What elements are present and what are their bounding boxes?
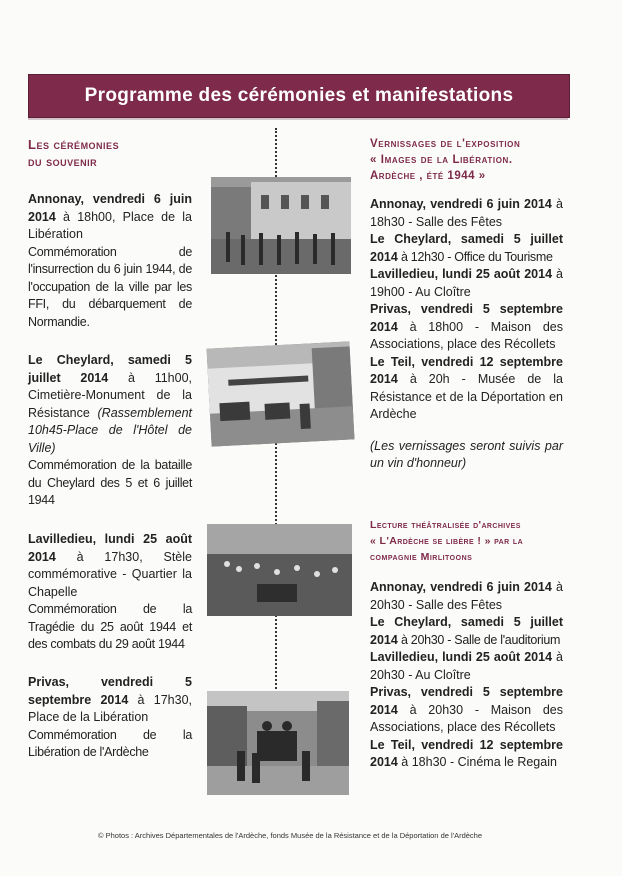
heading-line: « Images de la Libération. <box>370 154 513 166</box>
item-details: à 18h30 - Cinéma le Regain <box>397 755 557 769</box>
item-details: à 20h30 - Au Cloître <box>370 650 563 682</box>
ceremony-entry-lavilledieu <box>28 531 192 654</box>
ceremony-entry-annonay <box>28 191 192 331</box>
item-details: à 12h30 - Office du Tourisme <box>397 249 553 264</box>
lecture-item <box>370 614 563 649</box>
item-place-date: Lavilledieu, lundi 25 août 2014 <box>370 650 553 664</box>
item-details: à 20h30 - Salle des Fêtes <box>370 580 563 612</box>
lecture-item <box>370 737 563 772</box>
heading-line: « L'Ardèche se libère ! » par la <box>370 535 524 547</box>
entry-description: Commémoration de la bataille du Cheylard des 5 et 6 juillet 1944 <box>28 458 192 507</box>
entry-place-date: Lavilledieu, lundi 25 août 2014 <box>28 532 192 564</box>
exposition-item <box>370 231 563 266</box>
item-place-date: Le Cheylard, samedi 5 juillet 2014 <box>370 615 563 647</box>
entry-note: (Rassemblement 10h45-Place de l'Hôtel de Ville) <box>28 405 192 455</box>
item-place-date: Lavilledieu, lundi 25 août 2014 <box>370 267 553 281</box>
heading-line: Les cérémonies <box>28 137 120 152</box>
entry-description: Commémoration de la Libération de l'Ardèche <box>28 727 192 759</box>
item-details: à 20h30 - Maison des Associations, place des Récollets <box>370 702 563 734</box>
entry-place-date: Privas, vendredi 5 septembre 2014 <box>28 675 192 707</box>
item-details: à 20h - Musée de la Résistance et de la Déportation en Ardèche <box>370 372 563 421</box>
item-place-date: Privas, vendredi 5 septembre 2014 <box>370 685 563 717</box>
entry-place-date: Annonay, vendredi 6 juin 2014 <box>28 192 192 224</box>
page-title: Programme des cérémonies et manifestations <box>84 85 514 106</box>
title-banner <box>28 74 570 118</box>
item-place-date: Le Teil, vendredi 12 septembre 2014 <box>370 354 563 386</box>
exposition-item <box>370 266 563 301</box>
entry-time-place: à 17h30, Stèle commémorative - Quartier la Chapelle <box>28 549 192 599</box>
vernissage-note: (Les vernissages seront suivis par un vin d'honneur) <box>370 438 563 470</box>
item-details: à 20h30 - Salle de l'auditorium <box>397 632 561 647</box>
entry-time-place: à 18h00, Place de la Libération <box>28 209 192 241</box>
historic-photo-privas <box>207 691 349 795</box>
exposition-item <box>370 196 563 231</box>
entry-place-date: Le Cheylard, samedi 5 juillet 2014 <box>28 353 192 385</box>
item-place-date: Le Cheylard, samedi 5 juillet 2014 <box>370 232 563 264</box>
left-heading <box>28 136 192 170</box>
banner-rule <box>28 118 568 120</box>
historic-photo-annonay <box>211 177 351 274</box>
lecture-item <box>370 684 563 737</box>
lecture-item <box>370 579 563 614</box>
entry-description: Commémoration de l'insurrection du 6 juin 1944, de l'occupation de la ville par les FFI, du débarquement de Normandie. <box>28 244 192 329</box>
entry-description: Commémoration de la Tragédie du 25 août 1944 et des combats du 29 août 1944 <box>28 602 192 651</box>
item-details: à 19h00 - Au Cloître <box>370 267 563 299</box>
heading-line: du souvenir <box>28 154 98 169</box>
item-place-date: Annonay, vendredi 6 juin 2014 <box>370 580 552 594</box>
item-place-date: Le Teil, vendredi 12 septembre 2014 <box>370 737 563 769</box>
photo-credit: © Photos : Archives Départementales de l'Ardèche, fonds Musée de la Résistance et de la Déportation de l'Ardèche <box>98 831 483 840</box>
exposition-item <box>370 301 563 354</box>
lecture-item <box>370 649 563 684</box>
heading-line: compagnie Mirlitoons <box>370 551 473 563</box>
ceremony-entry-privas <box>28 674 192 762</box>
item-place-date: Annonay, vendredi 6 juin 2014 <box>370 197 552 211</box>
historic-photo-lavilledieu <box>207 524 352 616</box>
exposition-section <box>370 136 563 473</box>
heading-line: Lecture théâtralisée d'archives <box>370 519 521 531</box>
item-place-date: Privas, vendredi 5 septembre 2014 <box>370 302 563 334</box>
ceremony-entry-cheylard <box>28 352 192 510</box>
entry-time-place: à 11h00, Cimetière-Monument de la Résistance <box>28 370 192 420</box>
historic-photo-cheylard <box>207 341 355 446</box>
lecture-section <box>370 517 563 772</box>
item-details: à 18h00 - Maison des Associations, place des Récollets <box>370 319 563 351</box>
heading-line: Ardèche , été 1944 » <box>370 170 486 182</box>
exposition-item <box>370 354 563 424</box>
item-details: à 18h30 - Salle des Fêtes <box>370 197 563 229</box>
heading-line: Vernissages de l'exposition <box>370 138 521 150</box>
entry-time-place: à 17h30, Place de la Libération <box>28 692 192 724</box>
